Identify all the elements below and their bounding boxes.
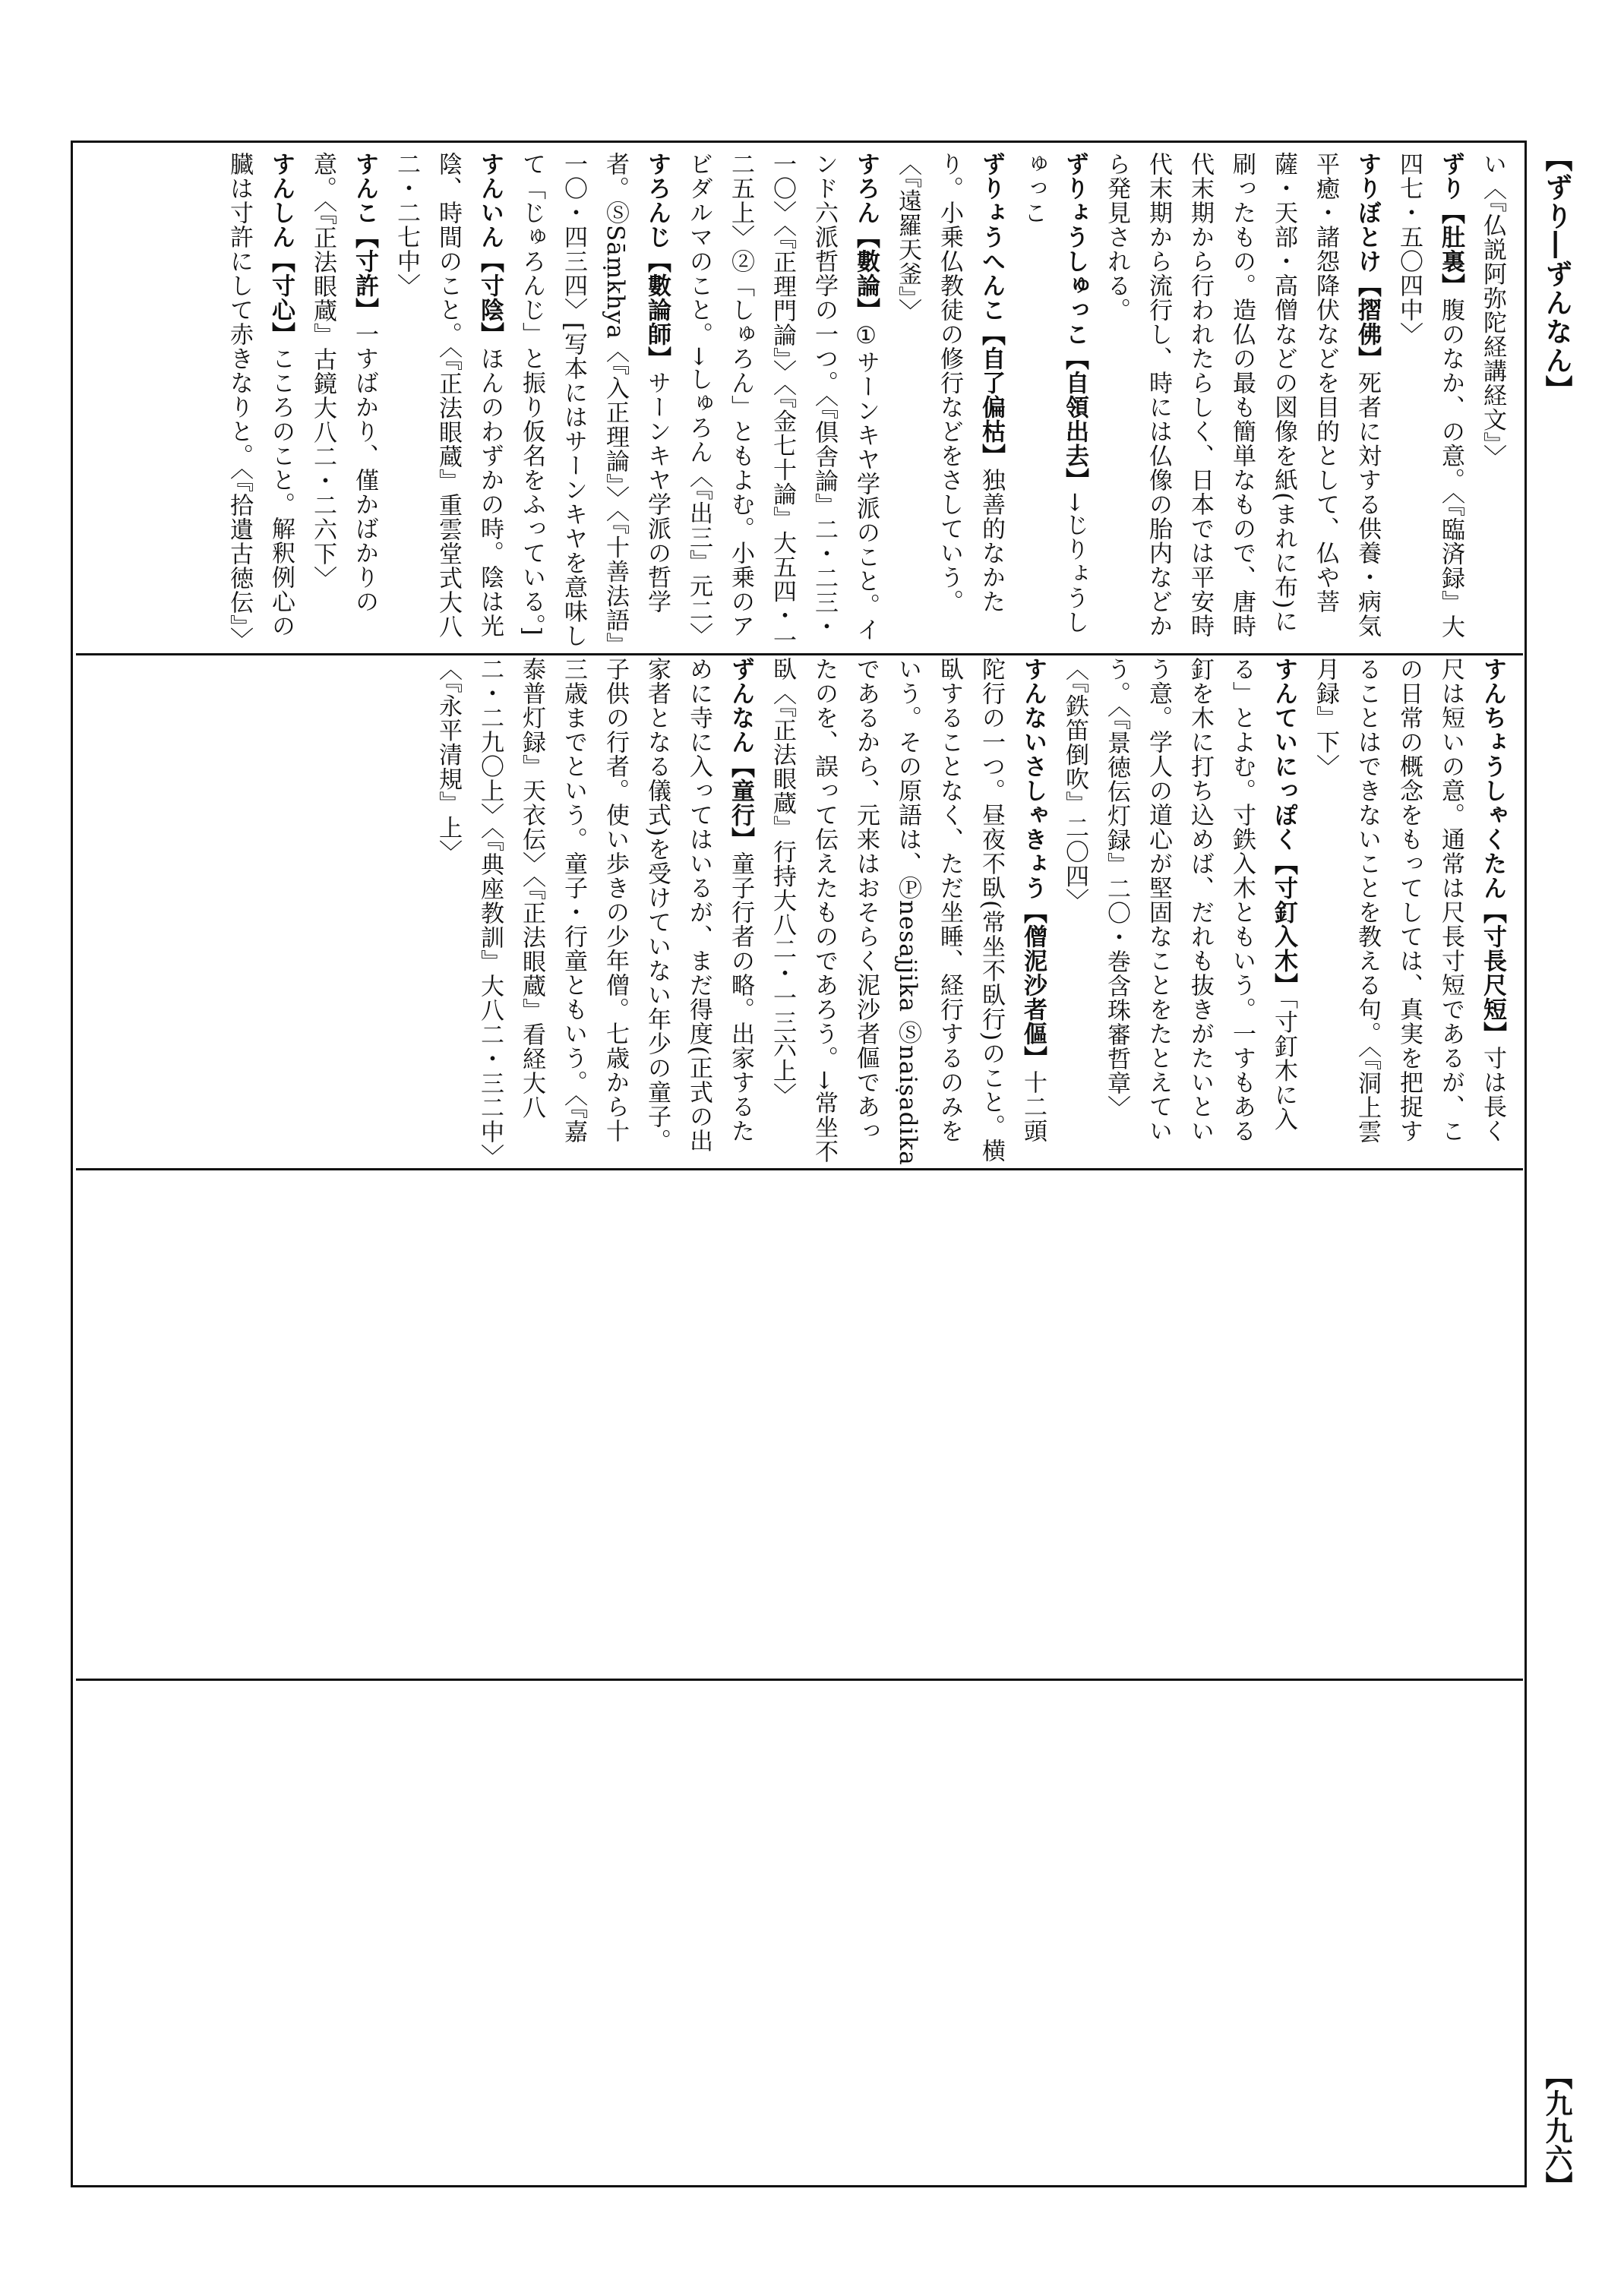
entry-text: 童子行者の略。出家するために寺に入ってはいるが、まだ得度(正式の出家者となる儀式)を受けていない年少の童子。子供の行者。使い歩きの少年僧。七歳から十三歳までという。童子・行童ともいう。〈『嘉泰普灯録』天衣伝〉〈『正法眼蔵』看経大八二・二九〇上〉〈『典座教訓』大八二・三二中〉〈『永平清規』上〉 (434, 657, 754, 1157)
entry-text: 十二頭陀行の一つ。昼夜不臥(常坐不臥行)のこと。横臥することなく、ただ坐睡、経行するのみをいう。その原語は、Ⓟnesajjika Ⓢnaiṣadika であるから、元来はおそらく泥沙者傴であったのを、誤って伝えたものであろう。→常坐不臥〈『正法眼蔵』行持大八二・一三六上〉 (769, 657, 1047, 1166)
dictionary-entry (1095, 152, 1388, 653)
dictionary-entry (1471, 152, 1513, 653)
entry-headword: すんていにっぽく【寸釘入木】 (1270, 657, 1297, 997)
entry-text: ほんのわずかの時。陰は光陰、時間のこと。〈『正法眼蔵』重雲堂式大八二・二七中〉 (393, 152, 504, 639)
entry-text: 死者に対する供養・病気平癒・諸怨降伏などを目的として、仏や菩薩・天部・高僧などの図像を紙(まれに布)に刷ったもの。造仏の最も簡単なもので、唐時代末期から行われたらしく、日本では平安時代末期から流行し、時には仏像の胎内などから発見される。 (1103, 152, 1381, 638)
dictionary-entry (427, 657, 761, 1166)
entry-headword: すんしん【寸心】 (267, 152, 295, 346)
tier-divider-1 (76, 653, 1523, 655)
entry-text: サーンキヤ学派の哲学者。ⓈSāṃkhya〈『入正理論』〉〈『十善法語』一〇・四三四〉[写本にはサーンキヤを意味して「じゅろんじ」と振り仮名をふっている。] (518, 152, 671, 649)
dictionary-entry (302, 152, 385, 653)
dictionary-entry (510, 152, 678, 653)
entry-headword: すろん【數論】 (852, 152, 880, 322)
entry-headword: ずりょうしゅっこ【自領出去】 (1061, 152, 1088, 492)
entry-text: 一すばかり、僅かばかりの意。〈『正法眼蔵』古鏡大八二・二六下〉 (309, 152, 378, 614)
entry-text: 腹のなか、の意。〈『臨済録』大四七・五〇四中〉 (1395, 152, 1464, 639)
dictionary-entry (678, 152, 886, 653)
dictionary-entry (761, 657, 1054, 1166)
blank-tier-lower (91, 1173, 1504, 1675)
tier-divider-2 (76, 1168, 1523, 1170)
entry-text: い〈『仏説阿弥陀経講経文』〉 (1479, 152, 1506, 469)
dictionary-entry (1304, 657, 1513, 1166)
dictionary-entry (218, 152, 302, 653)
dictionary-entry (1012, 152, 1095, 653)
entry-headword: ずり【肚裏】 (1437, 152, 1464, 298)
entry-headword: ずりょうへんこ【自了偏枯】 (978, 152, 1005, 468)
dictionary-entry (1388, 152, 1471, 653)
dictionary-entry (385, 152, 510, 653)
blank-tier-bottom (91, 1684, 1504, 2181)
dictionary-tier-middle (372, 657, 1513, 1166)
dictionary-entry (1054, 657, 1304, 1166)
entry-text: 「寸釘木に入る」とよむ。寸鉄入木ともいう。一すもある釘を木に打ち込めば、だれも抜きがたいという意。学人の道心が堅固なことをたとえていう。〈『景徳伝灯録』二〇・巻含珠審哲章〉〈『鉄笛倒吹』二〇四〉 (1061, 657, 1297, 1143)
entry-headword: すんちょうしゃくたん【寸長尺短】 (1479, 657, 1506, 1046)
entry-text: こころのこと。解釈例心の臓は寸許にして赤きなりと。〈『拾遺古徳伝』〉 (226, 152, 295, 652)
entry-headword: すろんじ【數論師】 (643, 152, 671, 371)
entry-text: 寸は長く尺は短いの意。通常は尺長寸短であるが、この日常の概念をもってしては、真実を把捉することはできないことを教える句。〈『洞上雲月録』下〉 (1312, 657, 1506, 1144)
entry-headword: ずんなん【童行】 (727, 657, 754, 851)
tier-divider-3 (76, 1679, 1523, 1681)
entry-text: ①サーンキヤ学派のこと。インド六派哲学の一つ。〈『倶舎論』二・二三・一〇〉〈『正理門論』〉〈『金七十論』大五四・一二五上〉②「しゅろん」ともよむ。小乗のアビダルマのこと。→しゅろん〈『出三』元二〉 (685, 152, 880, 652)
dictionary-entry (886, 152, 1012, 653)
page-number: 【九九六】 (1541, 2062, 1573, 2199)
entry-text: →じりょうしゅっこ (1019, 152, 1088, 634)
entry-headword: すんないさしゃきょう【僧泥沙者傴】 (1019, 657, 1047, 1070)
entry-headword: すんいん【寸陰】 (476, 152, 504, 346)
entry-headword: すりぼとけ【摺佛】 (1354, 152, 1381, 371)
entry-text: 独善的なかたり。小乗仏教徒の修行などをさしていう。〈『遠羅天釜』〉 (894, 152, 1005, 614)
dictionary-tier-upper (85, 152, 1513, 653)
entry-headword: すんこ【寸許】 (351, 152, 378, 322)
running-head: 【ずり―ずんなん】 (1541, 144, 1573, 404)
